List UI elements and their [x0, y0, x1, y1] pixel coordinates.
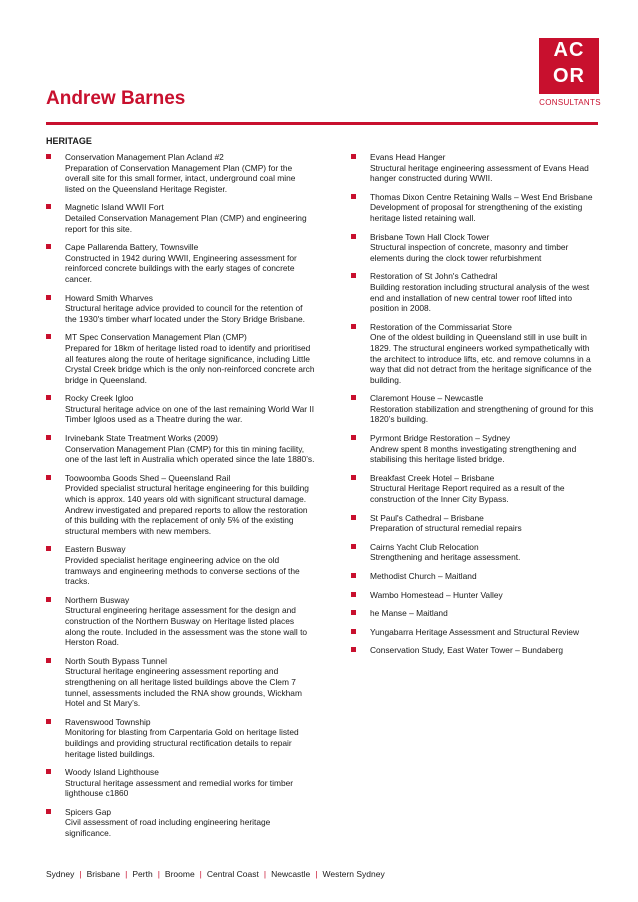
project-description: Restoration stabilization and strengthening of ground for this 1820’s building. [370, 403, 594, 425]
project-description: Structural inspection of concrete, masonry and timber elements during the clock tower refurbishment [370, 242, 569, 263]
project-item [351, 627, 601, 638]
project-item [46, 202, 316, 234]
project-description: Monitoring for blasting from Carpentaria Gold on heritage listed buildings and providing structural rectification details to repair heritage listed buildings. [65, 727, 299, 759]
project-title: Northern Busway [65, 594, 130, 605]
bullet-icon [46, 395, 51, 400]
project-item [351, 192, 601, 224]
footer-separator: | [79, 869, 82, 879]
project-description: Prepared for 18km of heritage listed road to identify and prioritised all features along the route of heritage significance, including Little Crystal Creek bridge which is the only non-reinforced concrete arch bridge in Queensland. [65, 342, 315, 385]
project-description: Andrew spent 8 months investigating strengthening and stabilising this heritage listed bridge. [370, 443, 577, 465]
project-description: Building restoration including structural analysis of the west end and installation of new central tower roof lifted into position in 2008. [370, 281, 590, 314]
footer-location: Sydney [46, 869, 75, 879]
footer-location: Newcastle [271, 869, 311, 879]
project-item [46, 242, 316, 284]
project-title: Spicers Gap [65, 806, 112, 817]
footer-location: Brisbane [86, 869, 121, 879]
project-item [351, 571, 601, 582]
project-item [46, 595, 316, 648]
footer-separator: | [199, 869, 202, 879]
bullet-icon [46, 295, 51, 300]
project-title: he Manse – Maitland [370, 608, 448, 619]
bullet-icon [351, 515, 356, 520]
bullet-icon [351, 234, 356, 239]
project-title: St Paul's Cathedral – Brisbane [370, 512, 484, 523]
project-description: Civil assessment of road including engineering heritage significance. [65, 817, 271, 839]
footer-location: Broome [164, 869, 195, 879]
project-description: Structural heritage engineering assessment of Evans Head hanger constructed during WWII. [370, 162, 589, 184]
project-description: Structural engineering heritage assessment for the design and construction of the Northern Busway on Heritage listed places along the route. Included in the assessment was the stone wall to Herston Road. [65, 605, 308, 648]
project-item [351, 433, 601, 465]
project-description: Strengthening and heritage assessment. [370, 552, 521, 563]
bullet-icon [46, 244, 51, 249]
project-title: Conservation Study, East Water Tower – Bundaberg [370, 645, 564, 656]
project-item [351, 590, 601, 601]
project-title: Cape Pallarenda Battery, Townsville [65, 242, 199, 253]
bullet-icon [351, 475, 356, 480]
project-item [351, 645, 601, 656]
project-description: Development of proposal for strengthening of the existing heritage listed retaining wall. [370, 202, 583, 223]
project-description: Provided specialist heritage engineering advice on the old tramways and engineering methods to converse sections of the tracks. [65, 555, 300, 587]
project-title: Pyrmont Bridge Restoration – Sydney [370, 433, 511, 444]
footer-separator: | [315, 869, 318, 879]
left-column [46, 152, 316, 847]
bullet-icon [351, 573, 356, 578]
project-item [46, 767, 316, 799]
project-item [46, 332, 316, 385]
bullet-icon [46, 769, 51, 774]
bullet-icon [351, 154, 356, 159]
footer-locations [46, 869, 385, 879]
logo-letters-bottom: OR [553, 65, 585, 87]
bullet-icon [351, 273, 356, 278]
project-title: Eastern Busway [65, 544, 126, 555]
project-item [351, 393, 601, 425]
project-title: Thomas Dixon Centre Retaining Walls – West End Brisbane [370, 191, 593, 202]
bullet-icon [46, 809, 51, 814]
project-description: Preparation of Conservation Management Plan (CMP) for the overall site for this small former, intact, underground coal mine listed on the Queensland Heritage Register. [65, 162, 296, 194]
bullet-icon [46, 334, 51, 339]
bullet-icon [351, 629, 356, 634]
project-item [351, 513, 601, 534]
project-description: Provided specialist structural heritage engineering for this building which is approx. 140 years old with significant structural damage. Andrew investigated and prepared reports to allow the restoration of this building with the replacement of only 5% of the existing structural members with new members. [65, 483, 309, 536]
bullet-icon [351, 395, 356, 400]
footer-location: Central Coast [206, 869, 259, 879]
project-item [46, 544, 316, 586]
project-item [46, 807, 316, 839]
bullet-icon [46, 435, 51, 440]
bullet-icon [351, 194, 356, 199]
project-item [46, 656, 316, 709]
project-title: Wambo Homestead – Hunter Valley [370, 589, 503, 600]
project-title: Howard Smith Wharves [65, 292, 153, 303]
bullet-icon [351, 610, 356, 615]
project-item [351, 271, 601, 313]
right-column [351, 152, 601, 664]
project-description: Constructed in 1942 during WWII, Engineering assessment for reinforced concrete buildings with the early stages of concrete cancer. [65, 252, 297, 284]
bullet-icon [46, 546, 51, 551]
project-description: Structural heritage advice on one of the last remaining World War II Timber Igloos used as a Theatre during the war. [65, 403, 315, 425]
acor-logo [539, 38, 599, 108]
project-title: Rocky Creek Igloo [65, 393, 134, 404]
project-description: Detailed Conservation Management Plan (CMP) and engineering report for this site. [65, 212, 307, 234]
project-item [46, 433, 316, 465]
project-item [351, 322, 601, 386]
project-title: Magnetic Island WWII Fort [65, 202, 164, 213]
project-title: Methodist Church – Maitland [370, 571, 477, 581]
project-description: Conservation Management Plan (CMP) for this tin mining facility, one of the last left in Australia which operated since the late 1880’s. [65, 443, 315, 465]
footer-separator: | [263, 869, 267, 879]
logo-letters [539, 40, 599, 86]
project-item [46, 473, 316, 537]
header-rule [46, 122, 598, 125]
project-title: Restoration of the Commissariat Store [370, 321, 512, 332]
bullet-icon [46, 475, 51, 480]
project-title: Restoration of St John's Cathedral [370, 271, 498, 282]
project-item [351, 473, 601, 505]
project-description: Structural heritage assessment and remedial works for timber lighthouse c1860 [65, 777, 294, 799]
project-description: Structural heritage engineering assessment reporting and strengthening on all heritage listed buildings above the Clem 7 tunnel, assessments included the RNA show grounds, Wickham Hotel and St Mary’s. [65, 666, 302, 709]
bullet-icon [46, 597, 51, 602]
project-item [351, 608, 601, 619]
project-title: MT Spec Conservation Management Plan (CMP) [65, 332, 247, 343]
project-title: Irvinebank State Treatment Works (2009) [65, 433, 218, 444]
bullet-icon [351, 435, 356, 440]
bullet-icon [351, 324, 356, 329]
project-title: Brisbane Town Hall Clock Tower [370, 231, 490, 242]
section-title: HERITAGE [46, 136, 92, 146]
project-item [46, 293, 316, 325]
project-title: North South Bypass Tunnel [65, 655, 167, 666]
project-title: Breakfast Creek Hotel – Brisbane [370, 472, 495, 483]
bullet-icon [46, 204, 51, 209]
footer-location: Perth [132, 869, 153, 879]
project-description: Structural Heritage Report required as a result of the construction of the Inner City Bypass. [370, 483, 565, 505]
logo-subtitle: CONSULTANTS [539, 98, 601, 107]
logo-letters-top: AC [553, 39, 585, 61]
bullet-icon [351, 592, 356, 597]
project-item [351, 232, 601, 264]
project-title: Woody Island Lighthouse [65, 767, 159, 778]
project-title: Toowoomba Goods Shed – Queensland Rail [65, 472, 231, 483]
bullet-icon [351, 544, 356, 549]
project-title: Ravenswood Township [65, 716, 151, 727]
project-description: One of the oldest building in Queensland still in use built in 1829. The structural engineers worked sympathetically with the architect to introduce lifts, etc. and remove columns in a way that did not detract from the heritage significance of the building. [370, 332, 592, 385]
bullet-icon [46, 154, 51, 159]
footer-location: Western Sydney [322, 869, 385, 879]
project-description: Preparation of structural remedial repairs [370, 523, 522, 534]
project-item [46, 717, 316, 759]
project-item [351, 542, 601, 563]
project-description: Structural heritage advice provided to council for the retention of the 1930's timber wharf located under the Story Bridge Brisbane. [65, 303, 305, 324]
project-title: Evans Head Hanger [370, 152, 446, 162]
bullet-icon [351, 647, 356, 652]
project-item [351, 152, 601, 184]
footer-separator: | [157, 869, 160, 879]
project-title: Conservation Management Plan Acland #2 [65, 152, 224, 162]
project-title: Yungabarra Heritage Assessment and Structural Review [370, 626, 580, 637]
footer-separator: | [125, 869, 128, 879]
project-item [46, 152, 316, 194]
project-title: Cairns Yacht Club Relocation [370, 541, 479, 552]
bullet-icon [46, 719, 51, 724]
bullet-icon [46, 658, 51, 663]
project-item [46, 393, 316, 425]
project-title: Claremont House – Newcastle [370, 393, 484, 404]
person-name: Andrew Barnes [46, 88, 186, 109]
